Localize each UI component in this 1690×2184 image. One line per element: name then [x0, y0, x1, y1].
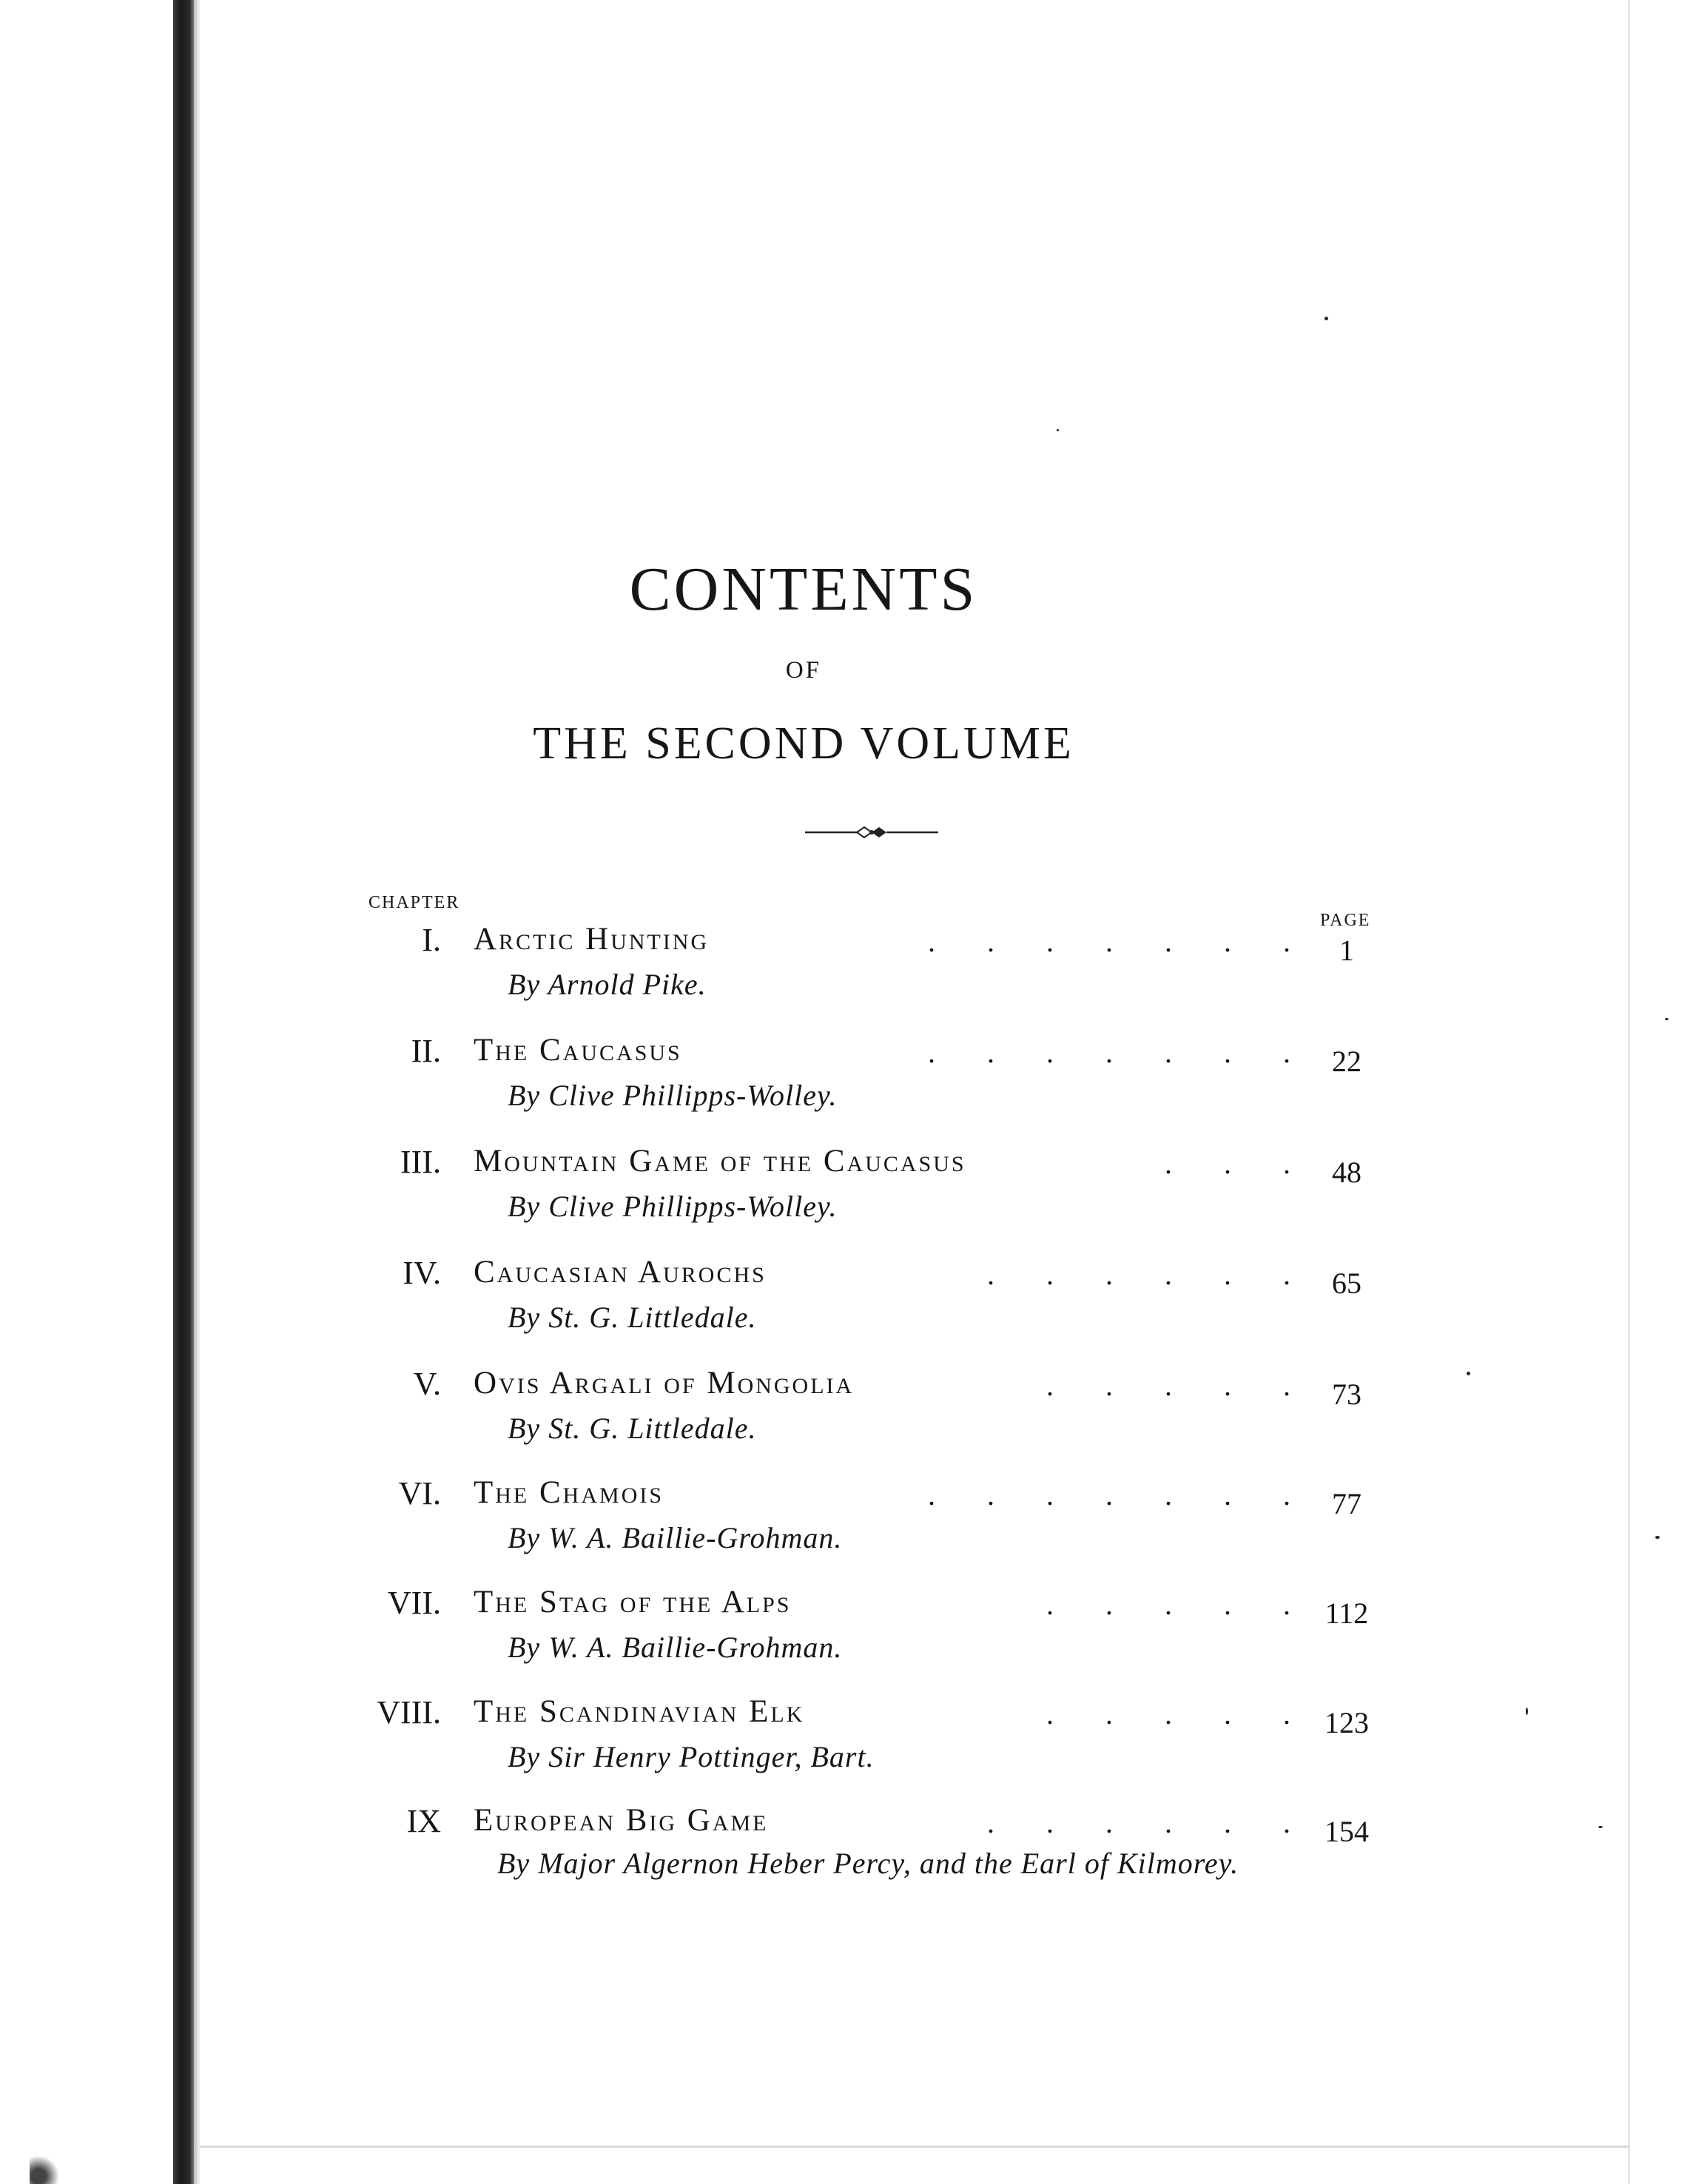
page-number: 77	[1332, 1487, 1361, 1520]
toc-entry	[0, 1032, 1690, 1136]
page-number: 65	[1332, 1267, 1361, 1300]
toc-entry	[0, 921, 1690, 1025]
page-number: 48	[1332, 1156, 1361, 1189]
chapter-number: V.	[413, 1366, 441, 1402]
scan-speck	[1655, 1536, 1660, 1539]
toc-entry	[0, 1365, 1690, 1469]
chapter-author: By Clive Phillipps-Wolley.	[508, 1079, 838, 1112]
leader-dots: . . . . . . .	[928, 925, 1290, 958]
chapter-author: By W. A. Baillie-Grohman.	[508, 1631, 843, 1664]
leader-dots: . . . . .	[1046, 1369, 1290, 1402]
leader-dots: . . . . . .	[987, 1258, 1290, 1291]
leader-dots: . . . . . .	[987, 1806, 1290, 1839]
toc-entry	[0, 1693, 1690, 1797]
page-title: CONTENTS	[629, 555, 978, 624]
chapter-author: By Sir Henry Pottinger, Bart.	[508, 1740, 875, 1773]
toc-entry	[0, 1254, 1690, 1358]
chapter-number: III.	[400, 1144, 441, 1180]
volume-title: THE SECOND VOLUME	[533, 718, 1074, 769]
chapter-title: Caucasian Aurochs	[474, 1255, 767, 1290]
chapter-column-header: CHAPTER	[368, 893, 460, 912]
page-number: 123	[1324, 1706, 1369, 1739]
scan-speck	[1057, 429, 1059, 431]
chapter-title: Arctic Hunting	[474, 922, 710, 957]
chapter-title: The Chamois	[474, 1475, 664, 1510]
toc-entry	[0, 1584, 1690, 1688]
page-edge-bottom	[200, 2146, 1628, 2148]
chapter-title: The Scandinavian Elk	[474, 1694, 805, 1729]
page-number: 154	[1324, 1815, 1369, 1848]
page-column-header: PAGE	[1320, 911, 1371, 930]
scan-corner-mark	[30, 2146, 74, 2184]
page-number: 73	[1332, 1378, 1361, 1411]
page-number: 22	[1332, 1045, 1361, 1078]
scan-speck	[1598, 1826, 1603, 1828]
chapter-number: II.	[411, 1033, 441, 1069]
leader-dots: . . . . .	[1046, 1588, 1290, 1621]
chapter-author: By Arnold Pike.	[508, 968, 707, 1001]
leader-dots: . . . . . . .	[928, 1478, 1290, 1511]
chapter-title: European Big Game	[474, 1803, 769, 1838]
chapter-author: By Clive Phillipps-Wolley.	[508, 1190, 838, 1223]
scan-speck	[1324, 317, 1328, 320]
chapter-title: The Caucasus	[474, 1033, 682, 1068]
chapter-title: The Stag of the Alps	[474, 1585, 792, 1620]
toc-entry	[0, 1474, 1690, 1578]
page-number: 112	[1324, 1597, 1369, 1630]
chapter-author: By W. A. Baillie-Grohman.	[508, 1521, 843, 1554]
leader-dots: . . . . . . .	[928, 1036, 1290, 1069]
decorative-rule-ornament	[805, 823, 938, 842]
chapter-author: By St. G. Littledale.	[508, 1412, 757, 1445]
scan-speck	[1526, 1708, 1528, 1715]
leader-dots: . . .	[1165, 1147, 1290, 1180]
leader-dots: . . . . .	[1046, 1697, 1290, 1730]
chapter-number: VI.	[398, 1475, 441, 1511]
chapter-author: By St. G. Littledale.	[508, 1301, 757, 1334]
toc-entry	[0, 1802, 1690, 1906]
chapter-author: By Major Algernon Heber Percy, and the Earl of Kilmorey.	[497, 1847, 1239, 1880]
scan-speck	[1467, 1372, 1470, 1375]
chapter-title: Ovis Argali of Mongolia	[474, 1366, 855, 1401]
chapter-title: Mountain Game of the Caucasus	[474, 1144, 966, 1179]
chapter-number: VII.	[387, 1585, 441, 1621]
page-number: 1	[1339, 934, 1354, 967]
chapter-number: IV.	[403, 1255, 441, 1291]
chapter-number: VIII.	[377, 1694, 441, 1730]
scan-speck	[1665, 1018, 1669, 1020]
chapter-number: I.	[422, 922, 441, 958]
toc-entry	[0, 1143, 1690, 1247]
chapter-number: IX	[406, 1803, 441, 1839]
title-of: OF	[785, 657, 822, 684]
